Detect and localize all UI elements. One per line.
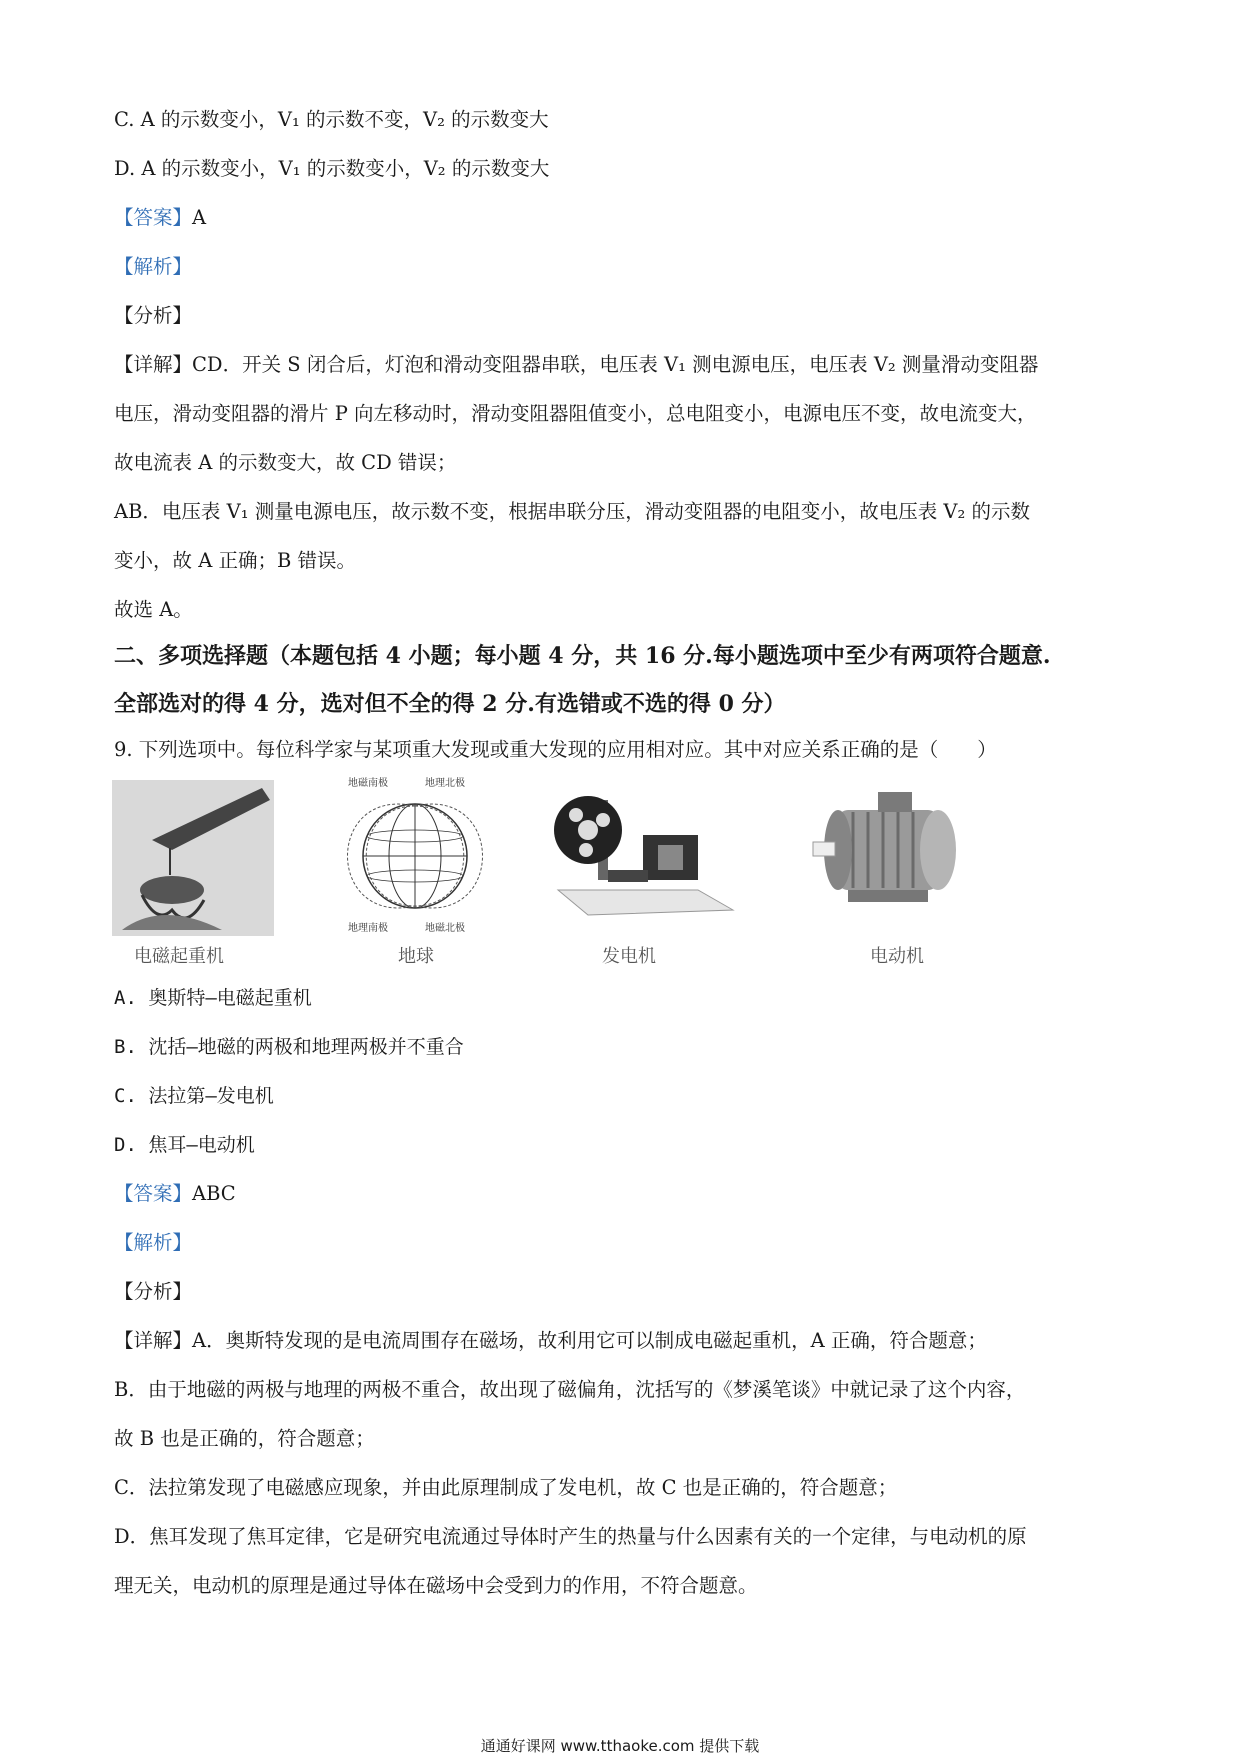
detail-text: B．由于地磁的两极与地理的两极不重合，故出现了磁偏角，沈括写的《梦溪笔谈》中就记录了这个内容，: [114, 1378, 1026, 1401]
analysis-tag: 【解析】: [114, 1231, 193, 1254]
detail-text: A．奥斯特发现的是电流周围存在磁场，故利用它可以制成电磁起重机，A 正确，符合题意；: [192, 1329, 987, 1352]
detail-text: 变小，故 A 正确；B 错误。: [114, 549, 357, 572]
answer-tag: 【答案】: [114, 1182, 193, 1205]
motor-figure: [808, 790, 978, 920]
section-heading: 全部选对的得 4 分，选对但不全的得 2 分.有选错或不选的得 0 分）: [114, 691, 786, 717]
detail-text: 故电流表 A 的示数变大，故 CD 错误；: [114, 451, 457, 474]
option-c-text: C. A 的示数变小，V₁ 的示数不变，V₂ 的示数变大: [114, 108, 549, 131]
fenxi-tag: 【分析】: [114, 304, 193, 327]
section-heading: 二、多项选择题（本题包括 4 小题；每小题 4 分，共 16 分.每小题选项中至少有两项符合题意.: [114, 643, 1051, 669]
detail-line: [114, 1327, 987, 1355]
detail-text: 故选 A。: [114, 598, 193, 621]
earth-label-bl: 地理南极: [348, 923, 388, 934]
option-d-text: D. A 的示数变小，V₁ 的示数变小，V₂ 的示数变大: [114, 157, 550, 180]
detail-text: C．法拉第发现了电磁感应现象，并由此原理制成了发电机，故 C 也是正确的，符合题意；: [114, 1476, 898, 1499]
page-footer: 通通好课网 www.tthaoke.com 提供下载: [480, 1737, 760, 1755]
detail-text: 故 B 也是正确的，符合题意；: [114, 1427, 375, 1450]
option-d-text: D. 焦耳—电动机: [114, 1134, 255, 1156]
motor-caption: 电动机: [870, 946, 924, 967]
crane-caption: 电磁起重机: [134, 946, 224, 967]
detail-text: CD．开关 S 闭合后，灯泡和滑动变阻器串联，电压表 V₁ 测电源电压，电压表 V₂ 测量滑动变阻器: [192, 353, 1039, 376]
answer-line-1: [114, 204, 206, 232]
earth-caption: 地球: [398, 946, 434, 967]
earth-label-br: 地磁北极: [425, 923, 465, 934]
detail-tag: 【详解】: [114, 1329, 193, 1352]
answer-tag: 【答案】: [114, 206, 193, 229]
detail-text: 电压，滑动变阻器的滑片 P 向左移动时，滑动变阻器阻值变小，总电阻变小，电源电压不变，故电流变大，: [114, 402, 1037, 425]
question-9-stem: 9. 下列选项中。每位科学家与某项重大发现或重大发现的应用相对应。其中对应关系正确的是（ ）: [114, 738, 997, 761]
detail-text: AB．电压表 V₁ 测量电源电压，故示数不变，根据串联分压，滑动变阻器的电阻变小，故电压表 V₂ 的示数: [114, 500, 1031, 523]
fenxi-tag: 【分析】: [114, 1280, 193, 1303]
answer-line-2: [114, 1180, 236, 1208]
earth-figure: [340, 776, 490, 936]
option-b-text: B. 沈括—地磁的两极和地理两极并不重合: [114, 1036, 464, 1058]
option-c-text: C. 法拉第—发电机: [114, 1085, 274, 1107]
earth-label-tr: 地理北极: [425, 778, 465, 789]
detail-line: [114, 351, 1038, 379]
detail-text: D．焦耳发现了焦耳定律，它是研究电流通过导体时产生的热量与什么因素有关的一个定律，与电动机的原: [114, 1525, 1027, 1548]
answer-value: ABC: [192, 1182, 236, 1205]
analysis-tag: 【解析】: [114, 255, 193, 278]
detail-tag: 【详解】: [114, 353, 193, 376]
answer-value: A: [192, 206, 207, 229]
option-a-text: A. 奥斯特—电磁起重机: [114, 987, 312, 1009]
crane-figure: [112, 780, 274, 936]
generator-caption: 发电机: [602, 946, 656, 967]
detail-text: 理无关，电动机的原理是通过导体在磁场中会受到力的作用，不符合题意。: [114, 1574, 758, 1597]
generator-figure: [548, 790, 738, 920]
earth-label-tl: 地磁南极: [348, 778, 388, 789]
